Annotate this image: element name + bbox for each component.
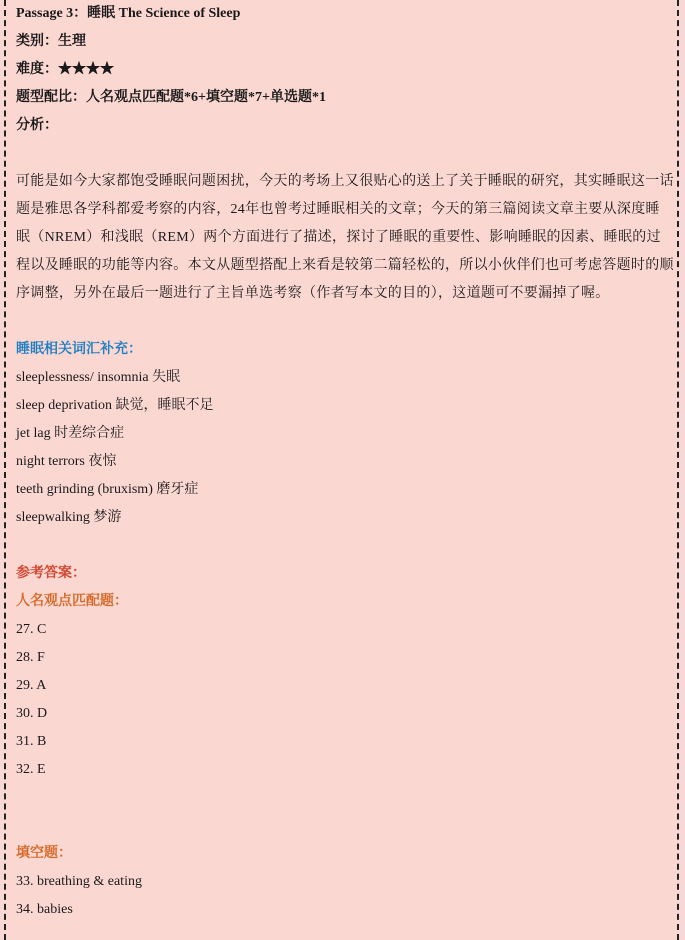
answer-item: 29. A — [16, 678, 47, 693]
passage-title: Passage 3：睡眠 The Science of Sleep — [16, 6, 241, 21]
answer-item: 31. B — [16, 734, 47, 749]
vocab-item: sleeplessness/ insomnia 失眠 — [16, 370, 181, 385]
category-line: 类别：生理 — [16, 34, 86, 49]
fill-title: 填空题： — [16, 846, 72, 861]
matching-title: 人名观点匹配题： — [16, 594, 128, 609]
answer-item: 27. C — [16, 622, 47, 637]
vocab-item: sleep deprivation 缺觉，睡眠不足 — [16, 398, 214, 413]
vocab-title: 睡眠相关词汇补充： — [16, 342, 142, 357]
vocab-item: jet lag 时差综合症 — [16, 426, 125, 441]
analysis-paragraph: 可能是如今大家都饱受睡眠问题困扰，今天的考场上又很贴心的送上了关于睡眠的研究，其实睡眠这一话题是雅思各学科都爱考察的内容，24年也曾考过睡眠相关的文章；今天的第三篇阅读文章主要从深度睡眠（NREM）和浅眠（REM）两个方面进行了描述，探讨了睡眠的重要性、影响睡眠的因素、睡眠的过程以及睡眠的功能等内容。本文从题型搭配上来看是较第二篇轻松的，所以小伙伴们也可考虑答题时的顺序调整，另外在最后一题进行了主旨单选考察（作者写本文的目的），这道题可不要漏掉了喔。 — [16, 174, 674, 301]
analysis-label: 分析： — [16, 118, 58, 133]
answers-title: 参考答案： — [16, 566, 86, 581]
vocab-item: teeth grinding (bruxism) 磨牙症 — [16, 482, 199, 497]
article-frame — [4, 0, 679, 940]
answer-item: 33. breathing & eating — [16, 874, 142, 889]
article-content — [16, 0, 674, 924]
question-types-line: 题型配比：人名观点匹配题*6+填空题*7+单选题*1 — [16, 90, 326, 105]
difficulty-line: 难度：★★★★ — [16, 62, 114, 77]
vocab-item: night terrors 夜惊 — [16, 454, 117, 469]
answer-item: 30. D — [16, 706, 48, 721]
answer-item: 34. babies — [16, 902, 73, 917]
answer-item: 32. E — [16, 762, 46, 777]
answer-item: 28. F — [16, 650, 45, 665]
vocab-item: sleepwalking 梦游 — [16, 510, 122, 525]
